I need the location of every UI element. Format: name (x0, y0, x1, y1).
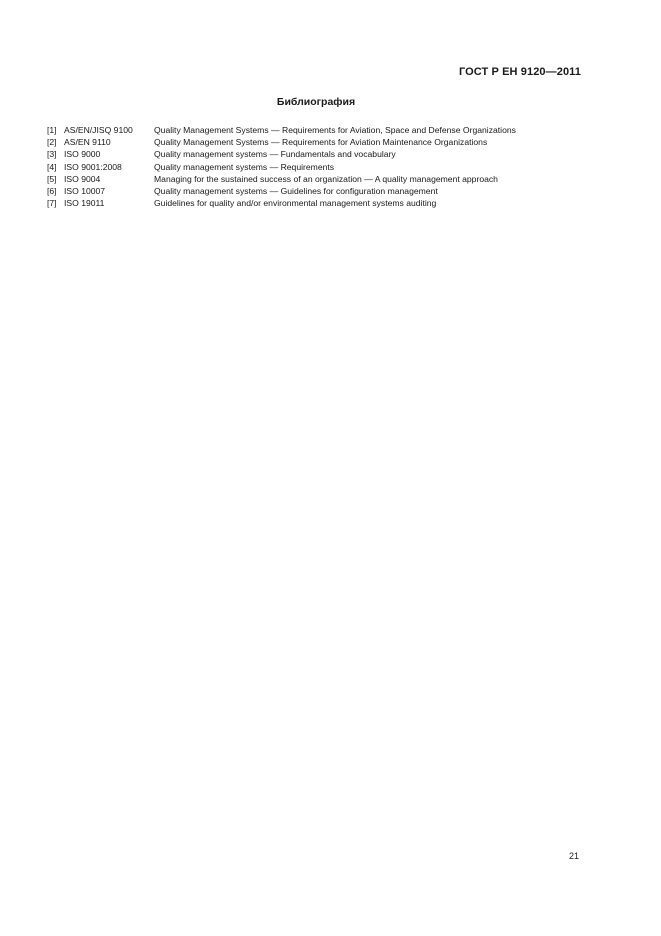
bibliography-list (47, 124, 617, 209)
entry-number: [1] (47, 125, 57, 135)
entry-number: [2] (47, 137, 57, 148)
entry-number: [3] (47, 149, 57, 160)
standard-code: AS/EN/JISQ 9100 (64, 125, 133, 135)
entry-number: [4] (47, 161, 57, 172)
entry-number: [6] (47, 186, 57, 197)
bibliography-title: Библиография (276, 96, 356, 108)
bibliography-entry (47, 185, 617, 197)
standard-title: Managing for the sustained success of an organization — A quality management approach (154, 173, 498, 184)
bibliography-entry (47, 197, 617, 209)
bibliography-entry (47, 173, 617, 185)
standard-code: ISO 9001:2008 (64, 161, 122, 172)
standard-title: Quality Management Systems — Requirements for Aviation, Space and Defense Organizations (154, 125, 516, 135)
entry-number: [7] (47, 198, 57, 209)
standard-code: ISO 9004 (64, 173, 101, 184)
standard-title: Quality management systems — Guidelines for configuration management (154, 186, 438, 197)
standard-title: Quality Management Systems — Requirements for Aviation Maintenance Organizations (154, 137, 488, 148)
page-number: 21 (568, 851, 579, 861)
standard-code: ISO 19011 (64, 198, 105, 209)
bibliography-entry (47, 124, 617, 136)
bibliography-entry (47, 161, 617, 173)
standard-code: ISO 10007 (64, 186, 106, 197)
standard-code: AS/EN 9110 (64, 137, 111, 148)
entry-number: [5] (47, 173, 57, 184)
bibliography-entry (47, 136, 617, 148)
standard-title: Quality management systems — Requirements (154, 161, 335, 172)
standard-title: Quality management systems — Fundamentals and vocabulary (154, 149, 396, 160)
standard-code: ISO 9000 (64, 149, 101, 160)
standard-title: Guidelines for quality and/or environmental management systems auditing (154, 198, 437, 209)
document-code-header: ГОСТ Р ЕН 9120—2011 (458, 66, 581, 78)
bibliography-entry (47, 148, 617, 160)
